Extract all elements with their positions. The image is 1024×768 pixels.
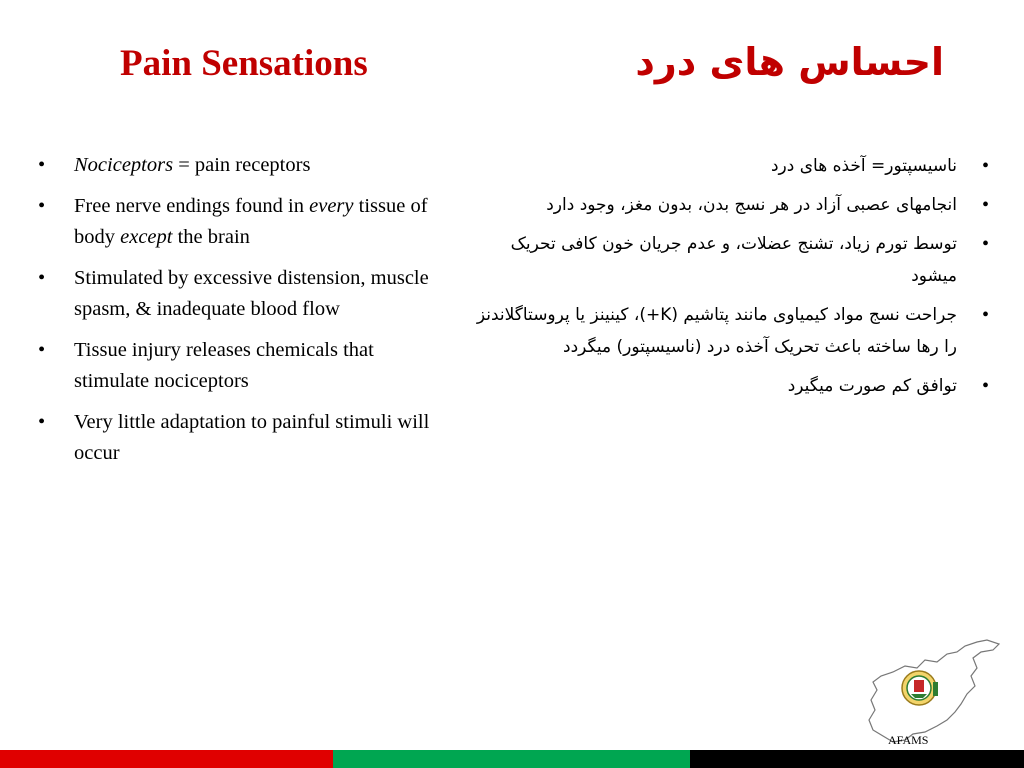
footer-label: AFAMS xyxy=(888,733,929,747)
title-english: Pain Sensations xyxy=(120,43,368,84)
flag-bar-green xyxy=(333,750,690,768)
bullet-text-segment: Very little adaptation to painful stimuli will occur xyxy=(74,411,430,464)
bullet-list-english xyxy=(36,150,436,469)
bullet-item-en xyxy=(36,407,436,469)
flag-bar-top-gap xyxy=(0,748,1024,750)
bullets-persian-column xyxy=(470,150,995,409)
bullet-item-en xyxy=(36,335,436,397)
bullet-item-fa: • جراحت نسج مواد کیمیاوی مانند پتاشیم (K+)، کینینز یا پروستاگلاندنز را رها ساخته باعث تحریک آخذه درد (ناسیسپتور) میگردد xyxy=(470,299,995,363)
bullets-english-column xyxy=(36,150,436,479)
bullet-item-fa: • توسط تورم زیاد، تشنج عضلات، و عدم جریان خون کافی تحریک میشود xyxy=(470,228,995,292)
bullet-text-segment: Stimulated by excessive distension, muscle spasm, & inadequate blood flow xyxy=(74,267,429,320)
bullet-item-fa: • انجامهای عصبی آزاد در هر نسج بدن، بدون مغز، وجود دارد xyxy=(470,189,995,221)
bullet-text-segment: the brain xyxy=(172,226,250,248)
bullet-text-segment: except xyxy=(120,226,173,248)
bullet-text-segment: Tissue injury releases chemicals that stimulate nociceptors xyxy=(74,339,374,392)
bullet-item-en xyxy=(36,191,436,253)
flag-bar-black xyxy=(690,750,1024,768)
bullet-item-fa: • توافق کم صورت میگیرد xyxy=(470,370,995,402)
bullet-text-segment: every xyxy=(309,195,354,217)
bullet-text-segment: tissue of body xyxy=(74,195,428,248)
bullet-text-segment: = pain receptors xyxy=(173,154,311,176)
bullet-item-en xyxy=(36,263,436,325)
title-persian: احساس های درد xyxy=(635,40,944,84)
flag-bar-red xyxy=(0,750,333,768)
bullet-text-segment: Free nerve endings found in xyxy=(74,195,310,217)
bullet-item-fa: • ناسیسپتور= آخذه های درد xyxy=(470,150,995,182)
bullet-item-en xyxy=(36,150,436,181)
bullet-list-persian xyxy=(470,150,995,402)
afghanistan-map-emblem-icon xyxy=(865,638,1005,746)
bullet-text-segment: Nociceptors xyxy=(74,154,174,176)
